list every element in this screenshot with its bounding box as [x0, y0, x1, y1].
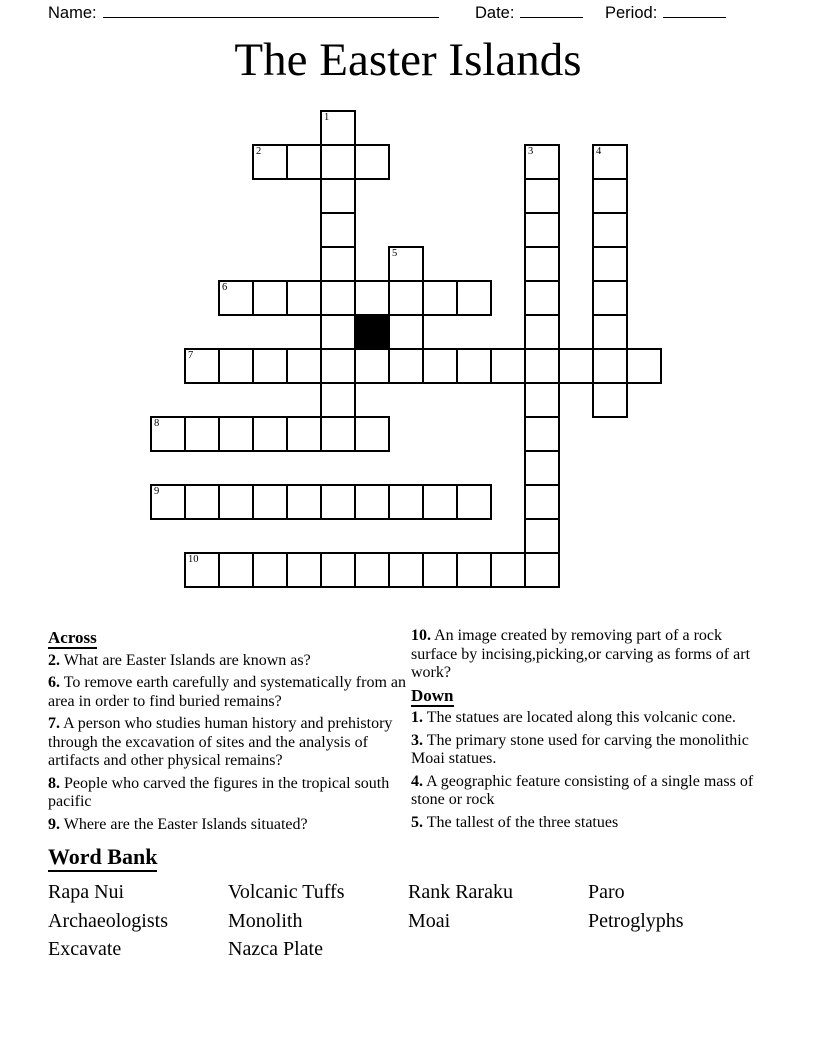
cell-number: 1	[324, 112, 330, 123]
word-bank-item: Nazca Plate	[228, 938, 323, 961]
grid-cell[interactable]	[524, 178, 560, 214]
grid-cell[interactable]	[524, 552, 560, 588]
grid-cell[interactable]	[524, 212, 560, 248]
grid-cell[interactable]	[354, 144, 390, 180]
grid-cell[interactable]	[558, 348, 594, 384]
period-blank[interactable]	[663, 3, 726, 18]
cell-number: 3	[528, 146, 534, 157]
word-bank-item: Paro	[588, 881, 625, 903]
grid-cell[interactable]	[354, 280, 390, 316]
across-clue-7: 7. A person who studies human history and prehistory through the excavation of sites and the analysis of artifacts and other physical remains?	[48, 715, 393, 769]
grid-cell[interactable]	[388, 314, 424, 350]
grid-cell[interactable]	[490, 552, 526, 588]
cell-number: 6	[222, 282, 228, 293]
grid-cell[interactable]	[456, 484, 492, 520]
grid-cell[interactable]	[490, 348, 526, 384]
cell-number: 2	[256, 146, 262, 157]
clues-left-column	[48, 627, 406, 838]
grid-cell[interactable]	[252, 484, 288, 520]
grid-cell[interactable]	[388, 552, 424, 588]
grid-cell[interactable]	[218, 416, 254, 452]
grid-cell[interactable]	[320, 484, 356, 520]
grid-cell[interactable]	[286, 144, 322, 180]
grid-cell[interactable]	[252, 144, 288, 180]
down-heading: Down	[411, 685, 454, 705]
grid-cell[interactable]	[184, 348, 220, 384]
grid-cell[interactable]	[422, 280, 458, 316]
grid-cell[interactable]	[388, 348, 424, 384]
grid-cell[interactable]	[354, 416, 390, 452]
grid-cell[interactable]	[524, 450, 560, 486]
across-heading: Across	[48, 628, 97, 647]
date-label: Date:	[475, 4, 515, 22]
grid-cell[interactable]	[218, 348, 254, 384]
grid-cell[interactable]	[218, 552, 254, 588]
across-clue-6: 6. To remove earth carefully and systematically from an area in order to find buried remains?	[48, 674, 407, 710]
grid-cell[interactable]	[252, 348, 288, 384]
cell-number: 10	[188, 554, 199, 565]
cell-number: 7	[188, 350, 194, 361]
grid-cell[interactable]	[388, 280, 424, 316]
grid-cell[interactable]	[524, 484, 560, 520]
grid-cell[interactable]	[422, 484, 458, 520]
grid-cell[interactable]	[252, 416, 288, 452]
across-clue-8: 8. People who carved the figures in the tropical south pacific	[48, 774, 390, 810]
grid-cell[interactable]	[184, 416, 220, 452]
grid-cell[interactable]	[320, 178, 356, 214]
word-bank-list	[48, 878, 768, 964]
grid-cell[interactable]	[320, 348, 356, 384]
grid-cell[interactable]	[218, 280, 254, 316]
grid-cell[interactable]	[626, 348, 662, 384]
grid-cell[interactable]	[592, 280, 628, 316]
word-bank-section	[48, 844, 770, 964]
grid-cell[interactable]	[286, 552, 322, 588]
grid-cell[interactable]	[150, 484, 186, 520]
word-bank-item: Archaeologists	[48, 909, 168, 932]
down-clue-5: 5. The tallest of the three statues	[411, 813, 619, 831]
grid-cell[interactable]	[524, 314, 560, 350]
grid-cell[interactable]	[320, 212, 356, 248]
grid-cell[interactable]	[524, 348, 560, 384]
grid-cell[interactable]	[354, 484, 390, 520]
grid-cell[interactable]	[524, 382, 560, 418]
grid-cell[interactable]	[320, 110, 356, 146]
grid-cell[interactable]	[592, 382, 628, 418]
grid-cell[interactable]	[218, 484, 254, 520]
grid-cell[interactable]	[354, 552, 390, 588]
grid-cell[interactable]	[388, 484, 424, 520]
date-blank[interactable]	[520, 3, 583, 18]
grid-cell[interactable]	[422, 552, 458, 588]
down-clue-4: 4. A geographic feature consisting of a single mass of stone or rock	[411, 772, 754, 808]
grid-cell[interactable]	[456, 552, 492, 588]
page-title: The Easter Islands	[234, 34, 582, 86]
grid-cell[interactable]	[354, 348, 390, 384]
grid-cell[interactable]	[286, 280, 322, 316]
word-bank-heading: Word Bank	[48, 844, 770, 870]
word-bank-item: Volcanic Tuffs	[228, 881, 345, 903]
grid-cell[interactable]	[524, 246, 560, 282]
grid-cell[interactable]	[524, 280, 560, 316]
grid-cell[interactable]	[286, 348, 322, 384]
grid-cell[interactable]	[320, 144, 356, 180]
word-bank-item: Moai	[408, 909, 451, 932]
word-bank-item: Rapa Nui	[48, 881, 125, 903]
grid-cell[interactable]	[184, 552, 220, 588]
grid-cell[interactable]	[252, 280, 288, 316]
word-bank-item: Rank Raraku	[408, 881, 513, 903]
black-cell	[354, 314, 390, 350]
grid-cell[interactable]	[524, 416, 560, 452]
grid-cell[interactable]	[286, 484, 322, 520]
cell-number: 5	[392, 248, 398, 259]
grid-cell[interactable]	[320, 280, 356, 316]
across-clue-2: 2. What are Easter Islands are known as?	[48, 651, 311, 669]
grid-cell[interactable]	[320, 416, 356, 452]
grid-cell[interactable]	[320, 552, 356, 588]
grid-cell[interactable]	[524, 518, 560, 554]
grid-cell[interactable]	[286, 416, 322, 452]
word-bank-item: Excavate	[48, 938, 122, 961]
grid-cell[interactable]	[592, 246, 628, 282]
cell-number: 4	[596, 146, 602, 157]
name-field-group	[48, 3, 439, 23]
grid-cell[interactable]	[456, 348, 492, 384]
grid-cell[interactable]	[184, 484, 220, 520]
grid-cell[interactable]	[592, 178, 628, 214]
name-label: Name:	[48, 4, 97, 22]
grid-cell[interactable]	[150, 416, 186, 452]
grid-cell[interactable]	[592, 144, 628, 180]
cell-number: 9	[154, 486, 160, 497]
across-clue-10: 10. An image created by removing part of a rock surface by incising,picking,or carving as forms of art work?	[411, 627, 751, 681]
grid-cell[interactable]	[320, 246, 356, 282]
grid-cell[interactable]	[252, 552, 288, 588]
word-bank-item: Monolith	[228, 909, 303, 932]
period-label: Period:	[605, 4, 658, 22]
grid-cell[interactable]	[592, 348, 628, 384]
date-field-group	[475, 3, 583, 23]
grid-cell[interactable]	[388, 246, 424, 282]
period-field-group	[605, 3, 726, 23]
across-clue-9: 9. Where are the Easter Islands situated?	[48, 815, 308, 833]
grid-cell[interactable]	[524, 144, 560, 180]
grid-cell[interactable]	[422, 348, 458, 384]
grid-cell[interactable]	[320, 382, 356, 418]
clues-right-column	[411, 627, 769, 836]
grid-cell[interactable]	[456, 280, 492, 316]
down-clue-3: 3. The primary stone used for carving the monolithic Moai statues.	[411, 731, 749, 767]
down-clue-1: 1. The statues are located along this volcanic cone.	[411, 709, 736, 726]
grid-cell[interactable]	[592, 314, 628, 350]
grid-cell[interactable]	[320, 314, 356, 350]
grid-cell[interactable]	[592, 212, 628, 248]
name-blank[interactable]	[103, 3, 439, 18]
word-bank-item: Petroglyphs	[588, 909, 684, 932]
cell-number: 8	[154, 418, 160, 429]
